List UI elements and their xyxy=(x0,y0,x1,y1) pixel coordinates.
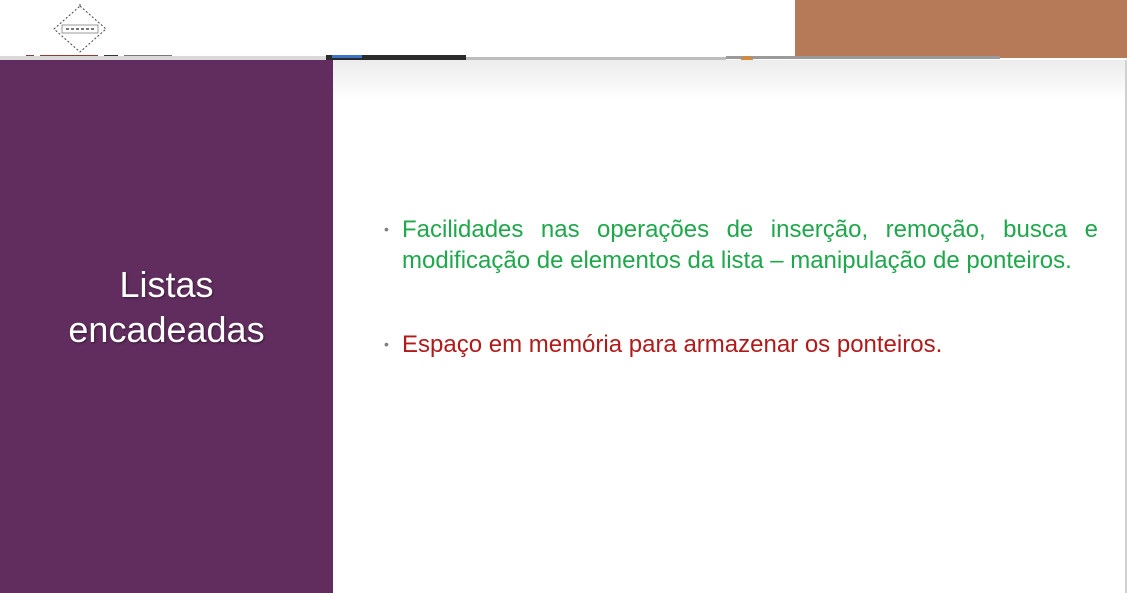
bullet-dot-icon: • xyxy=(384,336,389,352)
bullet-dot-icon: • xyxy=(384,221,389,237)
bullet-advantages xyxy=(384,214,1098,276)
slide-title-line-2: encadeadas xyxy=(68,309,265,350)
bullet-disadvantage xyxy=(384,329,1098,360)
toolbar-strip-grey xyxy=(726,56,1000,59)
header-color-block xyxy=(795,0,1127,58)
slide-title xyxy=(0,262,333,352)
bullet-text: Facilidades nas operações de inserção, remoção, busca e modificação de elementos da lista – manipulação de ponteiros. xyxy=(402,216,1098,274)
bullet-text: Espaço em memória para armazenar os ponteiros. xyxy=(402,331,943,358)
diamond-logo-icon xyxy=(52,4,108,54)
slide-top-shade xyxy=(333,60,1127,100)
slide-title-line-1: Listas xyxy=(119,264,214,305)
top-strip xyxy=(0,0,1127,58)
bullet-list xyxy=(384,214,1098,360)
toolbar-accent xyxy=(332,55,362,58)
